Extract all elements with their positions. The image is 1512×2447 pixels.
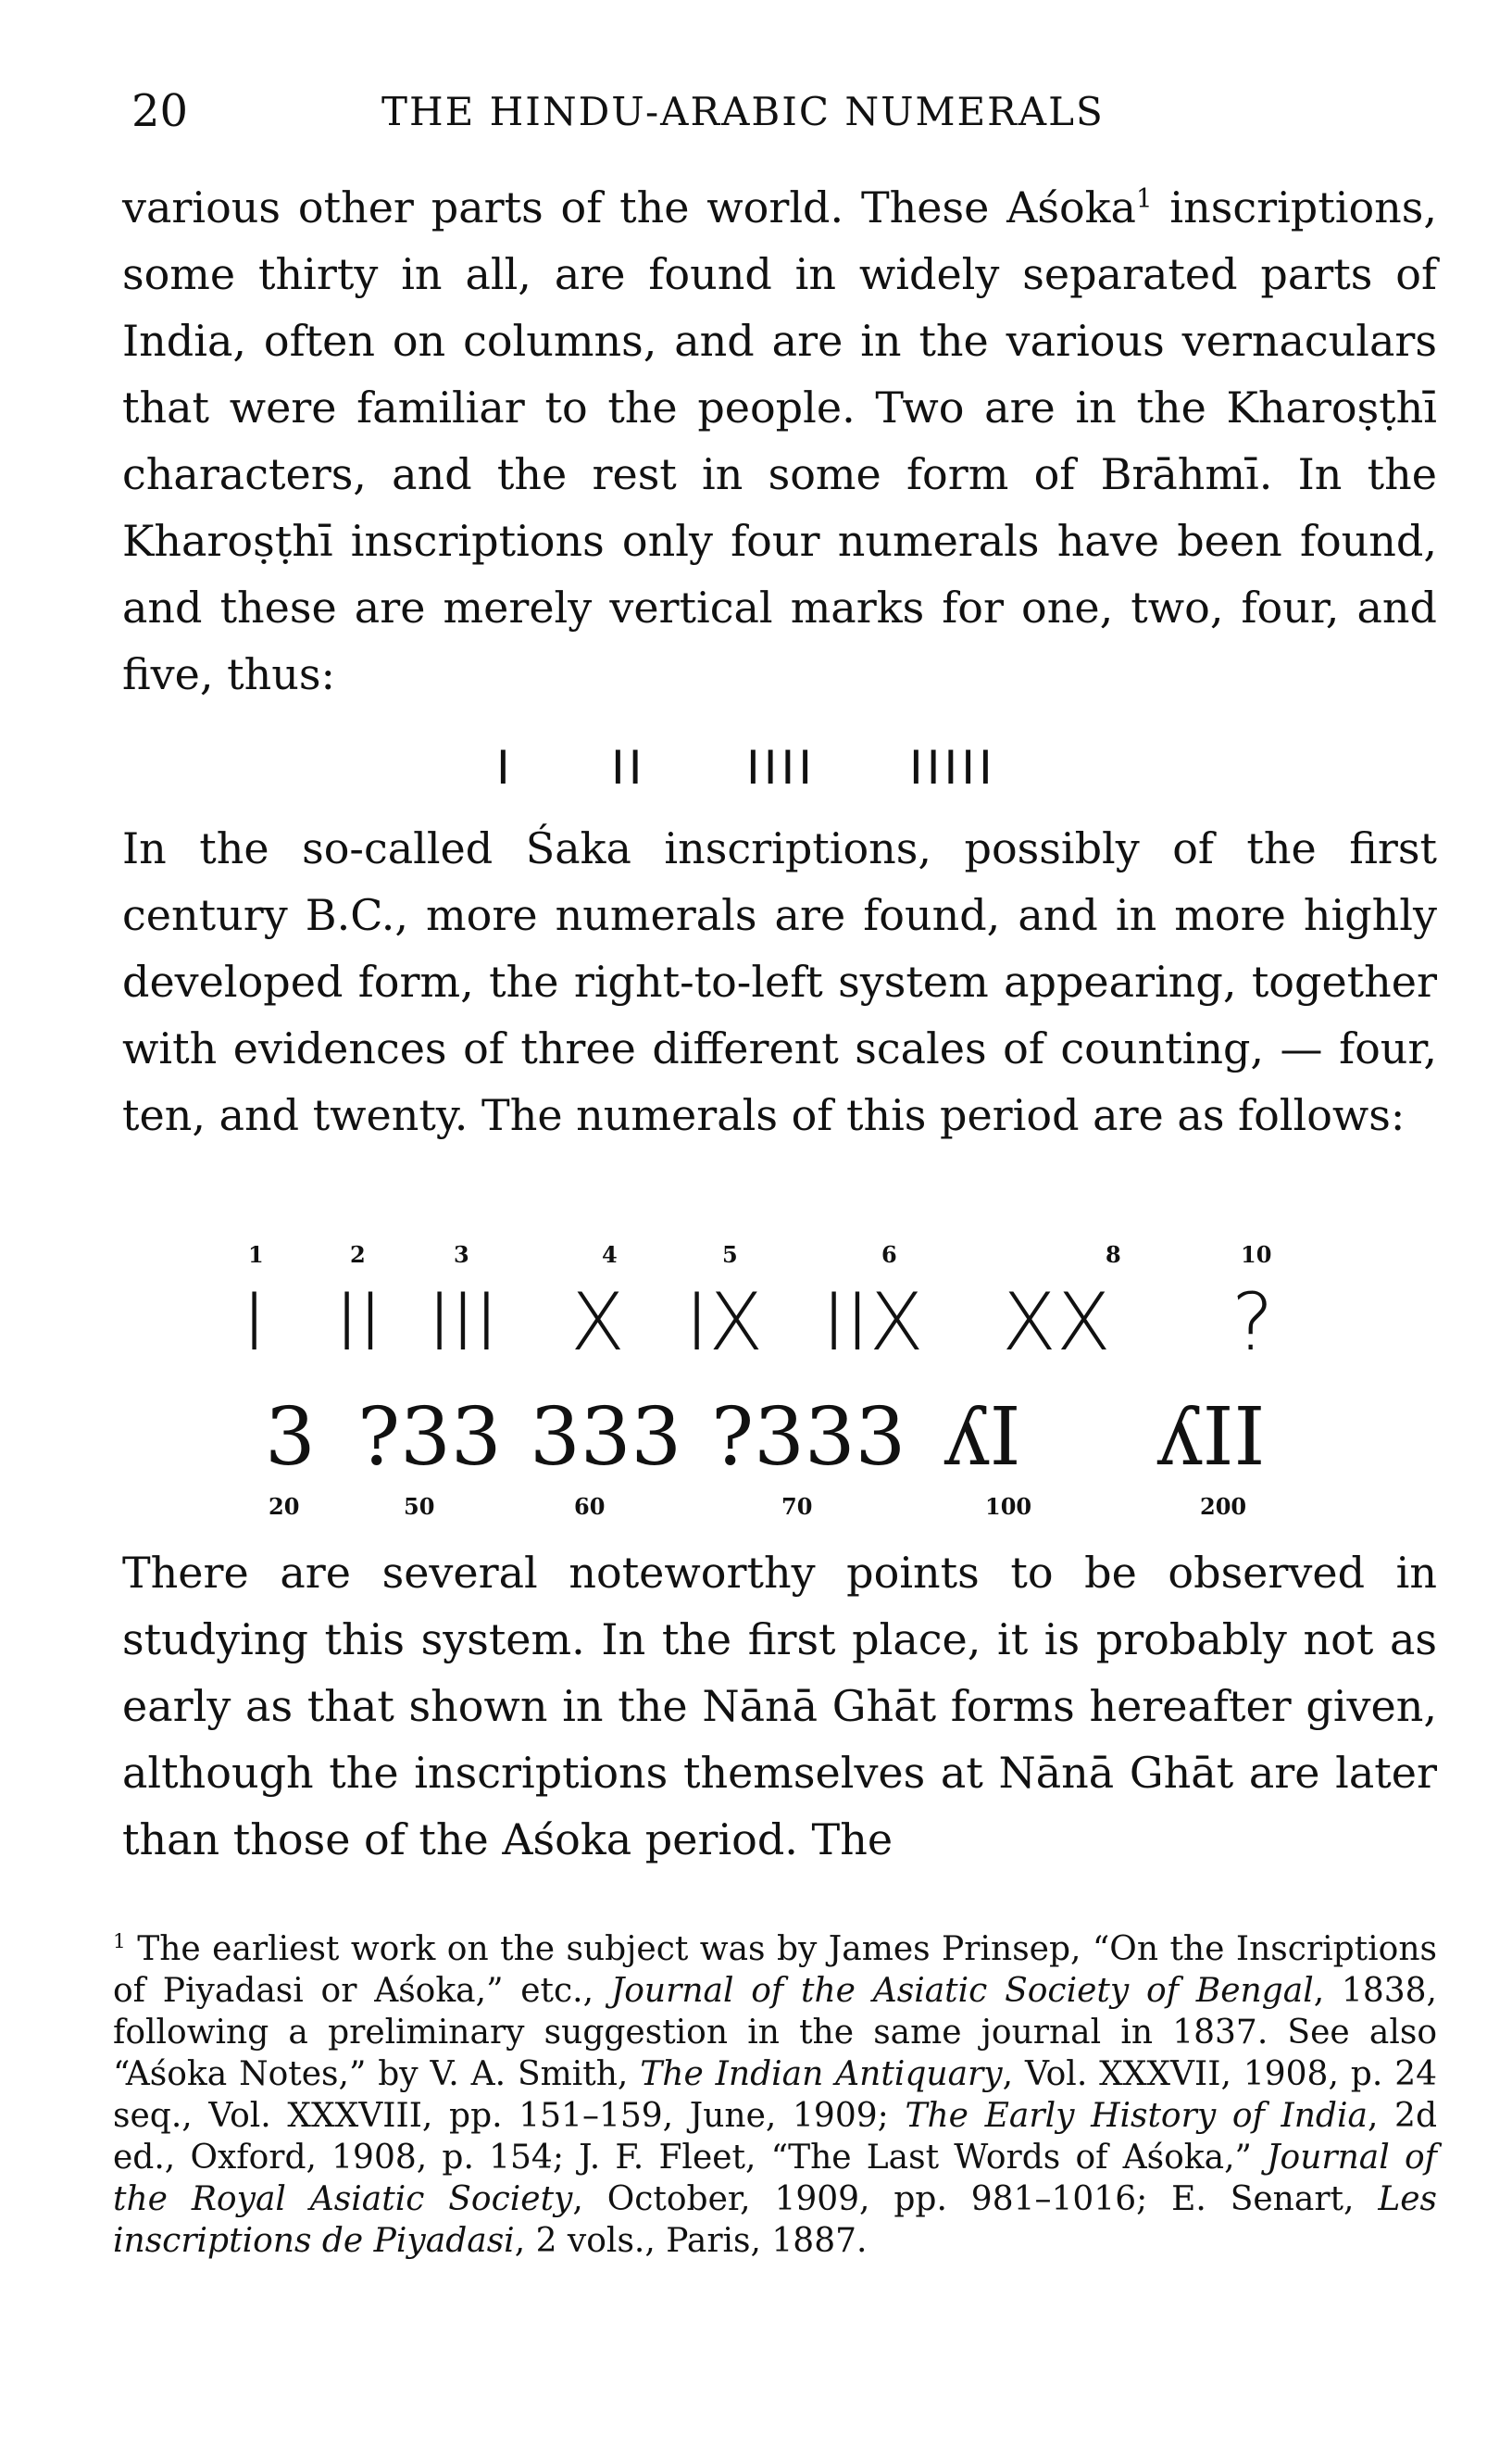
footnote-text-5: , October, 1909, pp. 981–1016; E. Senart, <box>572 2180 1379 2218</box>
footnote-title-4: Journal of the Royal Asiatic Society <box>113 2139 1437 2218</box>
glyph-8: XX <box>1002 1276 1111 1369</box>
footnote-mark: 1 <box>113 1930 126 1953</box>
saka-row1-labels <box>0 1241 1512 1273</box>
label-100: 100 <box>985 1493 1032 1520</box>
glyph-100: ʎI <box>944 1391 1021 1484</box>
page-header <box>122 85 1437 150</box>
label-200: 200 <box>1200 1493 1247 1520</box>
glyph-70: ?333 <box>711 1391 906 1484</box>
para2-text-b: , more numerals are found, and in more highly developed form, the right-to-left system appearing, together with evidences of three different scales of counting, — four, ten, and twenty. The numerals of this period are as follows: <box>122 890 1437 1140</box>
glyph-2: II <box>335 1276 382 1369</box>
running-title: THE HINDU-ARABIC NUMERALS <box>381 89 1105 134</box>
glyph-5: IX <box>685 1276 764 1369</box>
paragraph-asoka <box>122 174 1437 708</box>
glyph-50: ?33 <box>357 1391 502 1484</box>
glyph-6: IIX <box>822 1276 924 1369</box>
label-3: 3 <box>454 1241 469 1268</box>
footnote-title-1: Journal of the Asiatic Society of Bengal <box>610 1972 1314 2010</box>
glyph-3: III <box>428 1276 499 1369</box>
label-20: 20 <box>269 1493 300 1520</box>
kharosthi-numerals <box>0 741 1512 797</box>
kharosthi-two: II <box>611 741 646 795</box>
label-60: 60 <box>574 1493 606 1520</box>
kharosthi-one: I <box>496 741 514 795</box>
footnote-text-6: , 2 vols., Paris, 1887. <box>514 2222 868 2260</box>
footnote-title-5: Les inscriptions de Piyadasi <box>113 2180 1438 2260</box>
label-5: 5 <box>722 1241 738 1268</box>
label-2: 2 <box>350 1241 366 1268</box>
footnote-1 <box>113 1928 1437 2262</box>
saka-row2-labels <box>0 1493 1512 1525</box>
footnote-text-4: , 2d ed., Oxford, 1908, p. 154; J. F. Fleet, “The Last Words of Aśoka,” <box>113 2097 1438 2177</box>
footnote-text-2: , 1838, following a preliminary suggestion in the same journal in 1837. See also “Aśoka Notes,” by V. A. Smith, <box>113 1972 1437 2093</box>
page-number: 20 <box>131 85 189 137</box>
glyph-4: X <box>570 1276 625 1369</box>
glyph-1: I <box>243 1276 267 1369</box>
glyph-60: 333 <box>530 1391 682 1484</box>
label-1: 1 <box>248 1241 264 1268</box>
saka-row2-glyphs <box>0 1391 1512 1493</box>
para2-text-a: In the so-called Śaka inscriptions, possibly of the first century <box>122 823 1437 940</box>
glyph-200: ʎII <box>1157 1391 1266 1484</box>
footnote-reference[interactable]: 1 <box>1135 182 1153 214</box>
glyph-10: ? <box>1231 1276 1274 1369</box>
label-10: 10 <box>1241 1241 1272 1268</box>
saka-row1-glyphs <box>0 1276 1512 1378</box>
label-70: 70 <box>781 1493 813 1520</box>
label-6: 6 <box>881 1241 897 1268</box>
bc-abbreviation: B.C. <box>305 890 395 940</box>
label-4: 4 <box>602 1241 618 1268</box>
footnote-title-3: The Early History of India <box>905 2097 1368 2135</box>
label-8: 8 <box>1106 1241 1121 1268</box>
paragraph-observations: There are several noteworthy points to be observed in studying this system. In the first place, it is probably not as early as that shown in the Nānā Ghāt forms hereafter given, although the inscriptions themselves at Nānā Ghāt are later than those of the Aśoka period. The <box>122 1548 1437 1864</box>
paragraph-saka <box>122 815 1437 1148</box>
para1-text-b: inscriptions, some thirty in all, are found in widely separated parts of India, often on columns, and are in the various vernaculars that were familiar to the people. Two are in the Kharoṣṭhī characters, and the rest in some form of Brāhmī. In the Kharoṣṭhī inscriptions only four numerals have been found, and these are merely vertical marks for one, two, four, and five, thus: <box>122 182 1437 699</box>
kharosthi-five: IIIII <box>909 741 996 795</box>
footnote-title-2: The Indian Antiquary <box>640 2055 1003 2093</box>
para1-text-a: various other parts of the world. These Aśoka <box>122 182 1136 232</box>
label-50: 50 <box>404 1493 435 1520</box>
glyph-20: 3 <box>265 1391 316 1484</box>
footnote-text-3: , Vol. XXXVII, 1908, p. 24 seq., Vol. XXXVIII, pp. 151–159, June, 1909; <box>113 2055 1438 2135</box>
footnote-text-1: The earliest work on the subject was by James Prinsep, “On the Inscriptions of Piyadasi or Aśoka,” etc., <box>113 1930 1437 2010</box>
kharosthi-four: IIII <box>746 741 816 795</box>
